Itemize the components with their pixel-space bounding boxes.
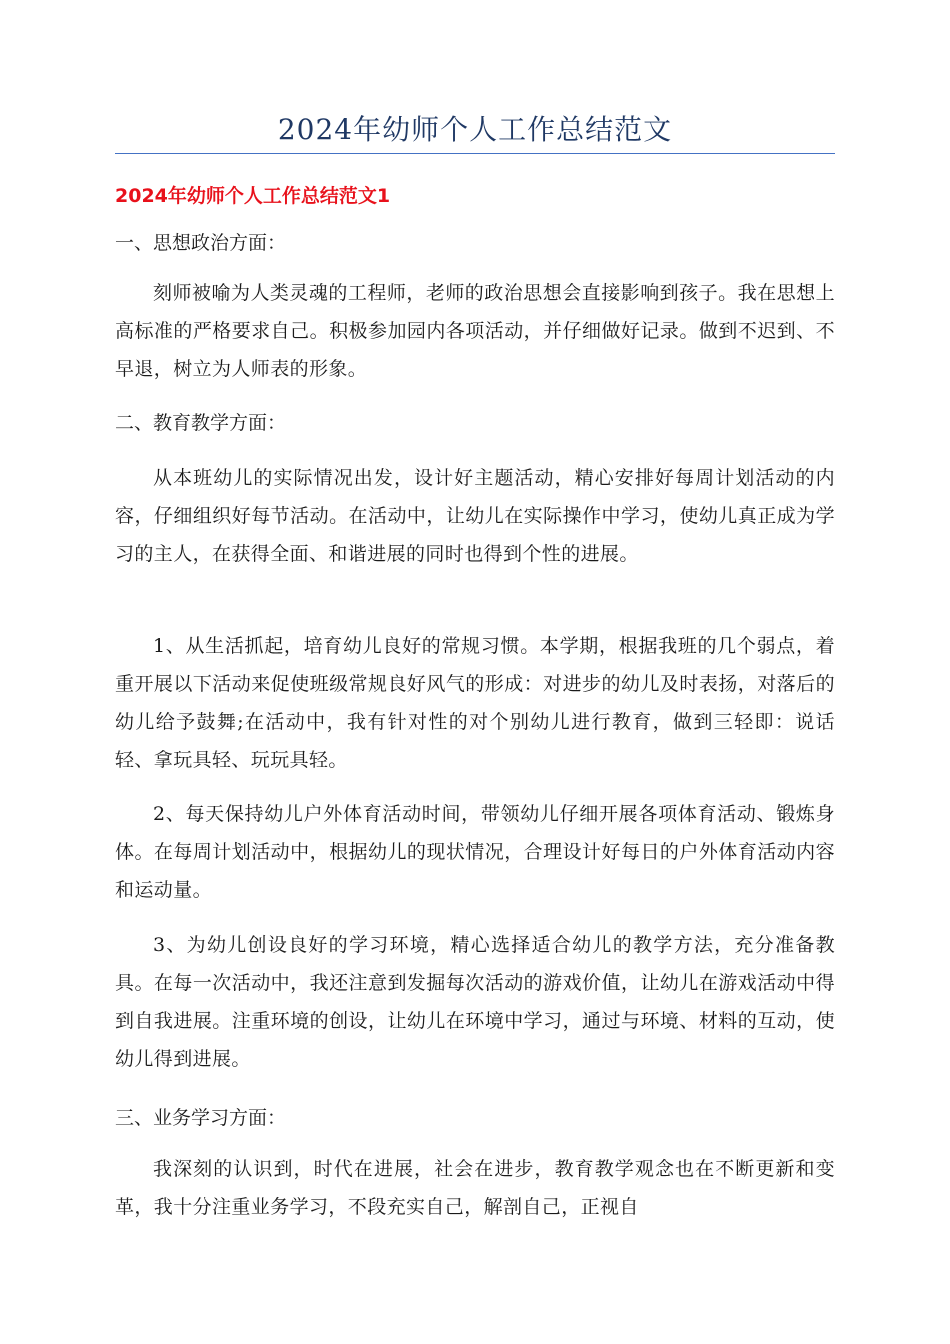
document-title: 2024年幼师个人工作总结范文 (277, 113, 673, 146)
paragraph-politics: 刻师被喻为人类灵魂的工程师，老师的政治思想会直接影响到孩子。我在思想上高标准的严格要求自己。积极参加园内各项活动，并仔细做好记录。做到不迟到、不早退，树立为人师表的形象。 (115, 282, 835, 380)
heading-study: 三、业务学习方面： (115, 1107, 287, 1129)
heading-politics: 一、思想政治方面： (115, 232, 287, 254)
section-subtitle: 2024年幼师个人工作总结范文1 (115, 185, 391, 207)
title-underline (115, 153, 835, 154)
paragraph-item-2: 2、每天保持幼儿户外体育活动时间，带领幼儿仔细开展各项体育活动、锻炼身体。在每周计划活动中，根据幼儿的现状情况，合理设计好每日的户外体育活动内容和运动量。 (115, 803, 835, 901)
paragraph-item-1: 1、从生活抓起，培育幼儿良好的常规习惯。本学期，根据我班的几个弱点，着重开展以下活动来促使班级常规良好风气的形成：对进步的幼儿及时表扬，对落后的幼儿给予鼓舞;在活动中，我有针对性的对个别幼儿进行教育，做到三轻即：说话轻、拿玩具轻、玩玩具轻。 (115, 635, 835, 771)
heading-teaching: 二、教育教学方面： (115, 412, 287, 434)
paragraph-item-3: 3、为幼儿创设良好的学习环境，精心选择适合幼儿的教学方法，充分准备教具。在每一次活动中，我还注意到发掘每次活动的游戏价值，让幼儿在游戏活动中得到自我进展。注重环境的创设，让幼儿在环境中学习，通过与环境、材料的互动，使幼儿得到进展。 (115, 934, 835, 1070)
paragraph-study: 我深刻的认识到，时代在进展，社会在进步，教育教学观念也在不断更新和变革，我十分注重业务学习，不段充实自己，解剖自己，正视自 (115, 1158, 835, 1218)
paragraph-teaching: 从本班幼儿的实际情况出发，设计好主题活动，精心安排好每周计划活动的内容，仔细组织好每节活动。在活动中，让幼儿在实际操作中学习，使幼儿真正成为学习的主人，在获得全面、和谐进展的同时也得到个性的进展。 (115, 467, 835, 565)
